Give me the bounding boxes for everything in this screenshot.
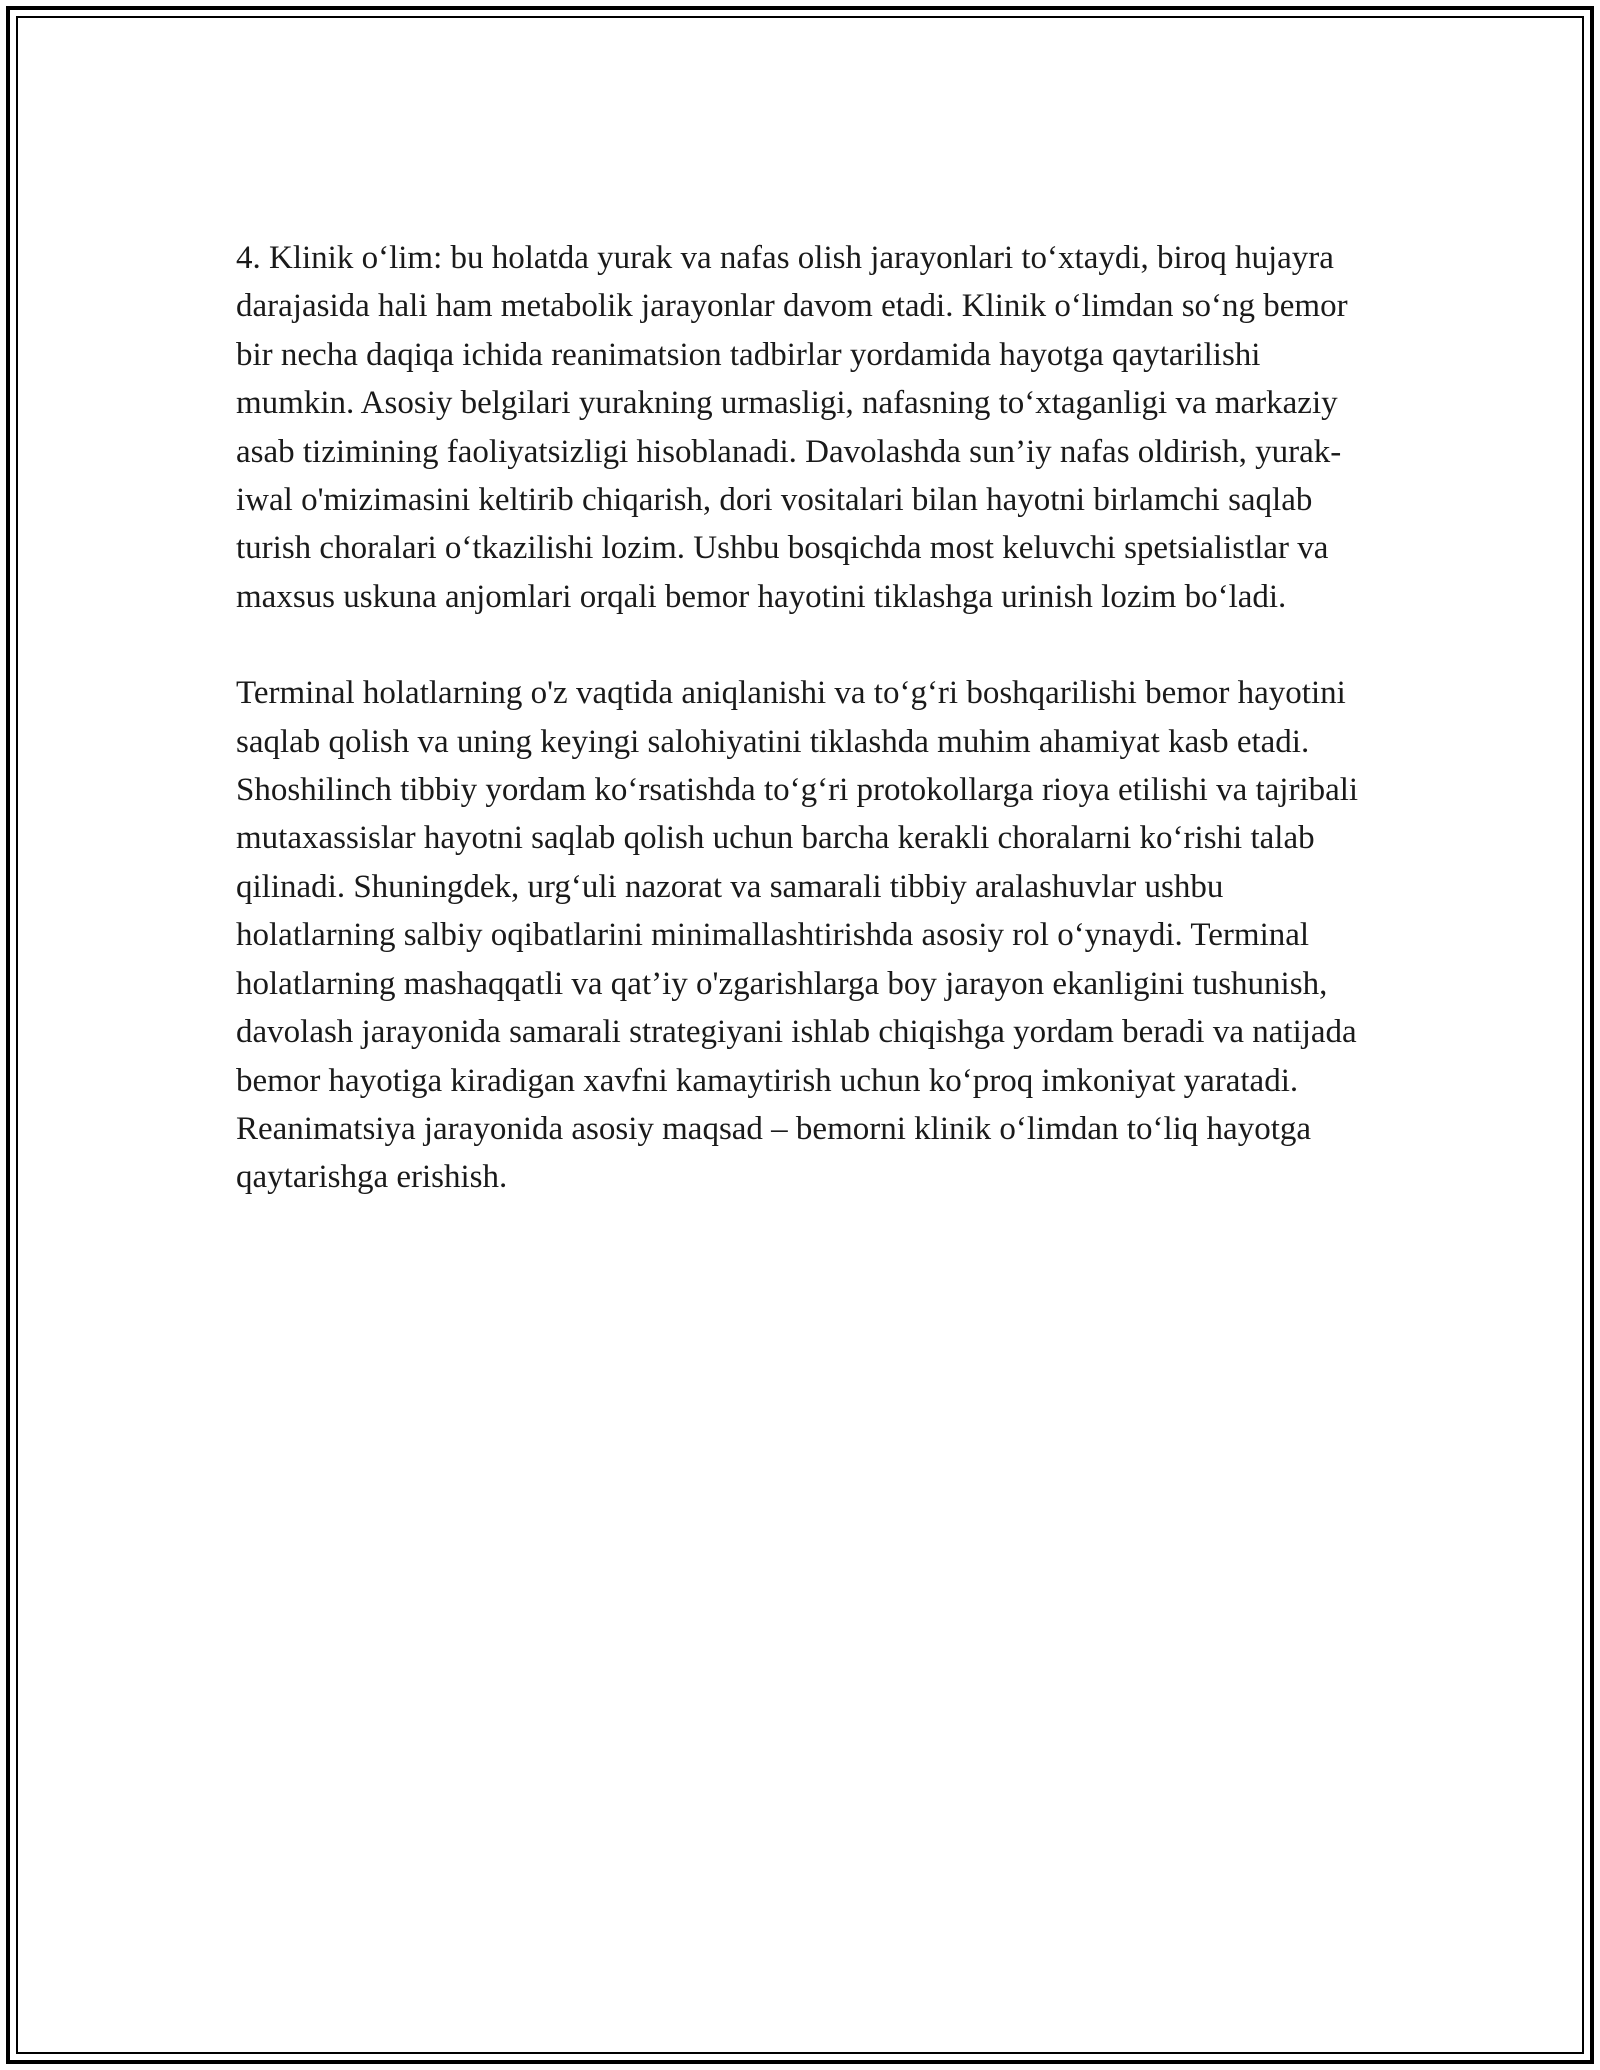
paragraph-terminal-states: Terminal holatlarning o'z vaqtida aniqlanishi va to‘g‘ri boshqarilishi bemor hayotini saqlab qolish va uning keyingi salohiyatini tiklashda muhim ahamiyat kasb etadi. Shoshilinch tibbiy yordam ko‘rsatishda to‘g‘ri protokollarga rioya etilishi va tajribali mutaxassislar hayotni saqlab qolish uchun barcha kerakli choralarni ko‘rishi talab qilinadi. Shuningdek, urg‘uli nazorat va samarali tibbiy aralashuvlar ushbu holatlarning salbiy oqibatlarini minimallashtirishda asosiy rol o‘ynaydi. Terminal holatlarning mashaqqatli va qat’iy o'zgarishlarga boy jarayon ekanligini tushunish, davolash jarayonida samarali strategiyani ishlab chiqishga yordam beradi va natijada bemor hayotiga kiradigan xavfni kamaytirish uchun ko‘proq imkoniyat yaratadi. Reanimatsiya jarayonida asosiy maqsad – bemorni klinik o‘limdan to‘liq hayotga qaytarishga erishish.: [236, 675, 1359, 1196]
paragraph-clinical-death: 4. Klinik o‘lim: bu holatda yurak va nafas olish jarayonlari to‘xtaydi, biroq hujayra darajasida hali ham metabolik jarayonlar davom etadi. Klinik o‘limdan so‘ng bemor bir necha daqiqa ichida reanimatsion tadbirlar yordamida hayotga qaytarilishi mumkin. Asosiy belgilari yurakning urmasligi, nafasning to‘xtaganligi va markaziy asab tizimining faoliyatsizligi hisoblanadi. Davolashda sun’iy nafas oldirish, yurak-iwal o'mizimasini keltirib chiqarish, dori vositalari bilan hayotni birlamchi saqlab turish choralari o‘tkazilishi lozim. Ushbu bosqichda most keluvchi spetsialistlar va maxsus uskuna anjomlari orqali bemor hayotini tiklashga urinish lozim bo‘ladi.: [236, 240, 1348, 615]
document-body: [236, 234, 1376, 1202]
